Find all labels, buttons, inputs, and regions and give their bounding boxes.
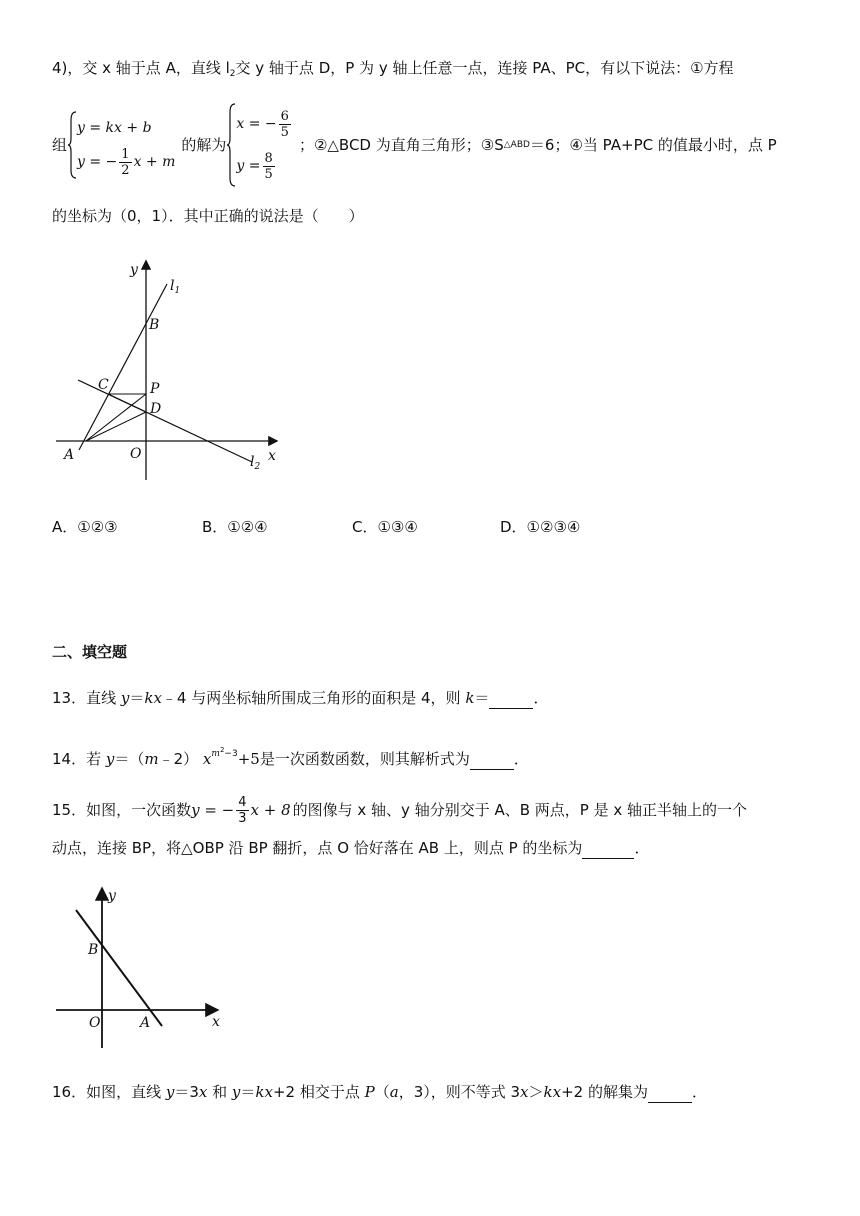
q12-statements-a: ；②△BCD 为直角三角形；③S bbox=[298, 136, 504, 154]
q16-y2: y bbox=[231, 1083, 241, 1101]
q16-i: +2 相交于点 bbox=[272, 1083, 365, 1101]
frac-den: 3 bbox=[238, 810, 247, 826]
sol2-a: y = bbox=[236, 158, 261, 174]
q14-exp-m: m bbox=[211, 749, 220, 759]
q16-gt: ＞ bbox=[528, 1083, 544, 1101]
q15-line2: 动点，连接 BP，将△OBP 沿 BP 翻折，点 O 恰好落在 AB 上，则点 P 的坐标为 bbox=[52, 839, 583, 857]
q13-k: k bbox=[465, 689, 475, 707]
q12-line1-text-b: 交 y 轴于点 D，P 为 y 轴上任意一点，连接 PA、PC，有以下说法：①方程 bbox=[235, 59, 734, 77]
choice-d[interactable]: D．①②③④ bbox=[500, 518, 581, 536]
label-o: O bbox=[89, 1015, 101, 1031]
choice-c[interactable]: C．①③④ bbox=[352, 518, 418, 536]
q14-x: x bbox=[202, 750, 212, 768]
left-brace-icon bbox=[226, 102, 236, 188]
q14-exponent bbox=[211, 746, 238, 759]
q12-line1-text: 4)，交 x 轴于点 A，直线 l bbox=[52, 59, 230, 77]
q13-eq: ＝ bbox=[129, 689, 145, 707]
label-x: x bbox=[212, 1014, 220, 1030]
label-c: C bbox=[98, 377, 109, 393]
q16-y: y bbox=[165, 1083, 175, 1101]
frac-den: 5 bbox=[264, 166, 273, 182]
choice-a[interactable]: A．①②③ bbox=[52, 518, 118, 536]
q14-plus5: +5 bbox=[237, 750, 260, 768]
question-14 bbox=[52, 740, 529, 770]
label-d: D bbox=[150, 401, 162, 417]
q14-k: 是一次函数函数，则其解析式为 bbox=[259, 750, 470, 768]
label-y: y bbox=[108, 888, 116, 904]
figure-1-graph bbox=[52, 252, 292, 484]
solution-text: 的解为 bbox=[181, 136, 227, 154]
q13-end: ． bbox=[533, 689, 549, 707]
left-brace-icon bbox=[67, 110, 77, 180]
sol1-a: x = − bbox=[236, 116, 277, 132]
fraction-six-fifths bbox=[279, 109, 291, 140]
fraction-eight-fifths bbox=[263, 151, 275, 182]
segment-pa bbox=[86, 394, 146, 441]
solution-y bbox=[236, 145, 293, 187]
q15-a: 15．如图，一次函数 bbox=[52, 801, 192, 819]
equation-system bbox=[77, 111, 175, 179]
equation-2 bbox=[77, 145, 175, 179]
question-15-line-1 bbox=[52, 790, 747, 830]
label-a: A bbox=[140, 1015, 151, 1031]
solution-x bbox=[236, 103, 293, 145]
q16-m: ，3），则不等式 3 bbox=[398, 1083, 521, 1101]
q16-end: ． bbox=[691, 1083, 707, 1101]
frac-den: 2 bbox=[121, 162, 130, 178]
q14-c: ＝（ bbox=[114, 750, 145, 768]
q12-statements-b: ＝6；④当 PA+PC 的值最小时，点 P bbox=[529, 136, 777, 154]
q14-m: m bbox=[144, 750, 159, 768]
q13-eq2: ＝ bbox=[474, 689, 490, 707]
q12-line3-text: 的坐标为（0，1）．其中正确的说法是（ ） bbox=[52, 207, 364, 225]
question-16 bbox=[52, 1082, 707, 1103]
q16-paren: （ bbox=[374, 1083, 390, 1101]
l1-letter: l bbox=[170, 278, 175, 294]
label-a: A bbox=[64, 447, 75, 463]
l2-letter: l bbox=[250, 454, 255, 470]
answer-blank[interactable] bbox=[648, 1082, 692, 1103]
label-o: O bbox=[130, 446, 142, 462]
frac-num: 1 bbox=[121, 146, 130, 162]
label-x: x bbox=[268, 448, 276, 464]
figure-2-graph bbox=[52, 884, 232, 1054]
q16-kx2: kx bbox=[543, 1083, 562, 1101]
q16-p: P bbox=[364, 1083, 375, 1101]
q16-a-var: a bbox=[389, 1083, 399, 1101]
section-title: 二、填空题 bbox=[52, 643, 128, 661]
q14-a: 14．若 bbox=[52, 750, 106, 768]
q16-eq: ＝ bbox=[240, 1083, 256, 1101]
q15-c: x + 8 bbox=[250, 801, 291, 819]
label-y: y bbox=[130, 262, 138, 278]
label-b: B bbox=[149, 317, 160, 333]
q14-e: ﹣2） bbox=[158, 750, 199, 768]
eq1-text: y = kx + b bbox=[77, 120, 152, 136]
question-13 bbox=[52, 688, 548, 709]
q12-line-3 bbox=[52, 206, 364, 226]
line-l1 bbox=[79, 284, 167, 450]
equation-1 bbox=[77, 111, 175, 145]
frac-num: 6 bbox=[280, 108, 289, 124]
q13-y: y bbox=[120, 689, 130, 707]
question-15-line-2 bbox=[52, 838, 649, 859]
segment-ad bbox=[86, 412, 146, 441]
eq2-b: x + m bbox=[133, 154, 176, 170]
line-ab bbox=[76, 910, 162, 1026]
choice-b[interactable]: B．①②④ bbox=[202, 518, 268, 536]
frac-num: 8 bbox=[264, 150, 273, 166]
q12-line-2 bbox=[52, 100, 777, 190]
eq2-a: y = − bbox=[77, 154, 118, 170]
q12-line-1 bbox=[52, 58, 734, 84]
q16-q: +2 的解集为 bbox=[561, 1083, 648, 1101]
q16-kx: kx bbox=[255, 1083, 273, 1101]
label-p: P bbox=[150, 381, 160, 397]
fraction-half bbox=[119, 147, 131, 178]
q14-end: ． bbox=[513, 750, 529, 768]
q13-a: 13．直线 bbox=[52, 689, 121, 707]
q14-exp-2: 2 bbox=[219, 746, 225, 754]
q15-end: ． bbox=[634, 839, 650, 857]
label-l2 bbox=[250, 454, 260, 472]
label-b: B bbox=[88, 942, 99, 958]
fraction-four-thirds bbox=[236, 795, 248, 826]
answer-blank[interactable] bbox=[582, 838, 634, 859]
q16-x: x bbox=[198, 1083, 208, 1101]
q15-d: 的图像与 x 轴、y 轴分别交于 A、B 两点，P 是 x 轴正半轴上的一个 bbox=[292, 801, 748, 819]
answer-blank[interactable] bbox=[470, 749, 514, 770]
s-abd-subscript: △ABD bbox=[503, 140, 530, 150]
l2-sub: 2 bbox=[254, 462, 261, 472]
q16-a: 16．如图，直线 bbox=[52, 1083, 166, 1101]
label-l1 bbox=[170, 278, 180, 296]
q16-c: ＝3 bbox=[174, 1083, 199, 1101]
frac-den: 5 bbox=[280, 124, 289, 140]
frac-num: 4 bbox=[238, 794, 247, 810]
l2-subscript: 2 bbox=[229, 69, 236, 79]
q16-x2: x bbox=[520, 1083, 529, 1101]
q15-y: y = − bbox=[191, 801, 235, 819]
answer-blank[interactable] bbox=[489, 688, 533, 709]
q16-and: 和 bbox=[207, 1083, 232, 1101]
q13-e: ﹣4 与两坐标轴所围成三角形的面积是 4，则 bbox=[161, 689, 466, 707]
q14-exp-rest: −3 bbox=[224, 749, 238, 759]
q14-y: y bbox=[105, 750, 115, 768]
q12-zu: 组 bbox=[52, 136, 68, 154]
q13-kx: kx bbox=[144, 689, 162, 707]
solution-system bbox=[236, 103, 293, 187]
l1-sub: 1 bbox=[174, 286, 181, 296]
